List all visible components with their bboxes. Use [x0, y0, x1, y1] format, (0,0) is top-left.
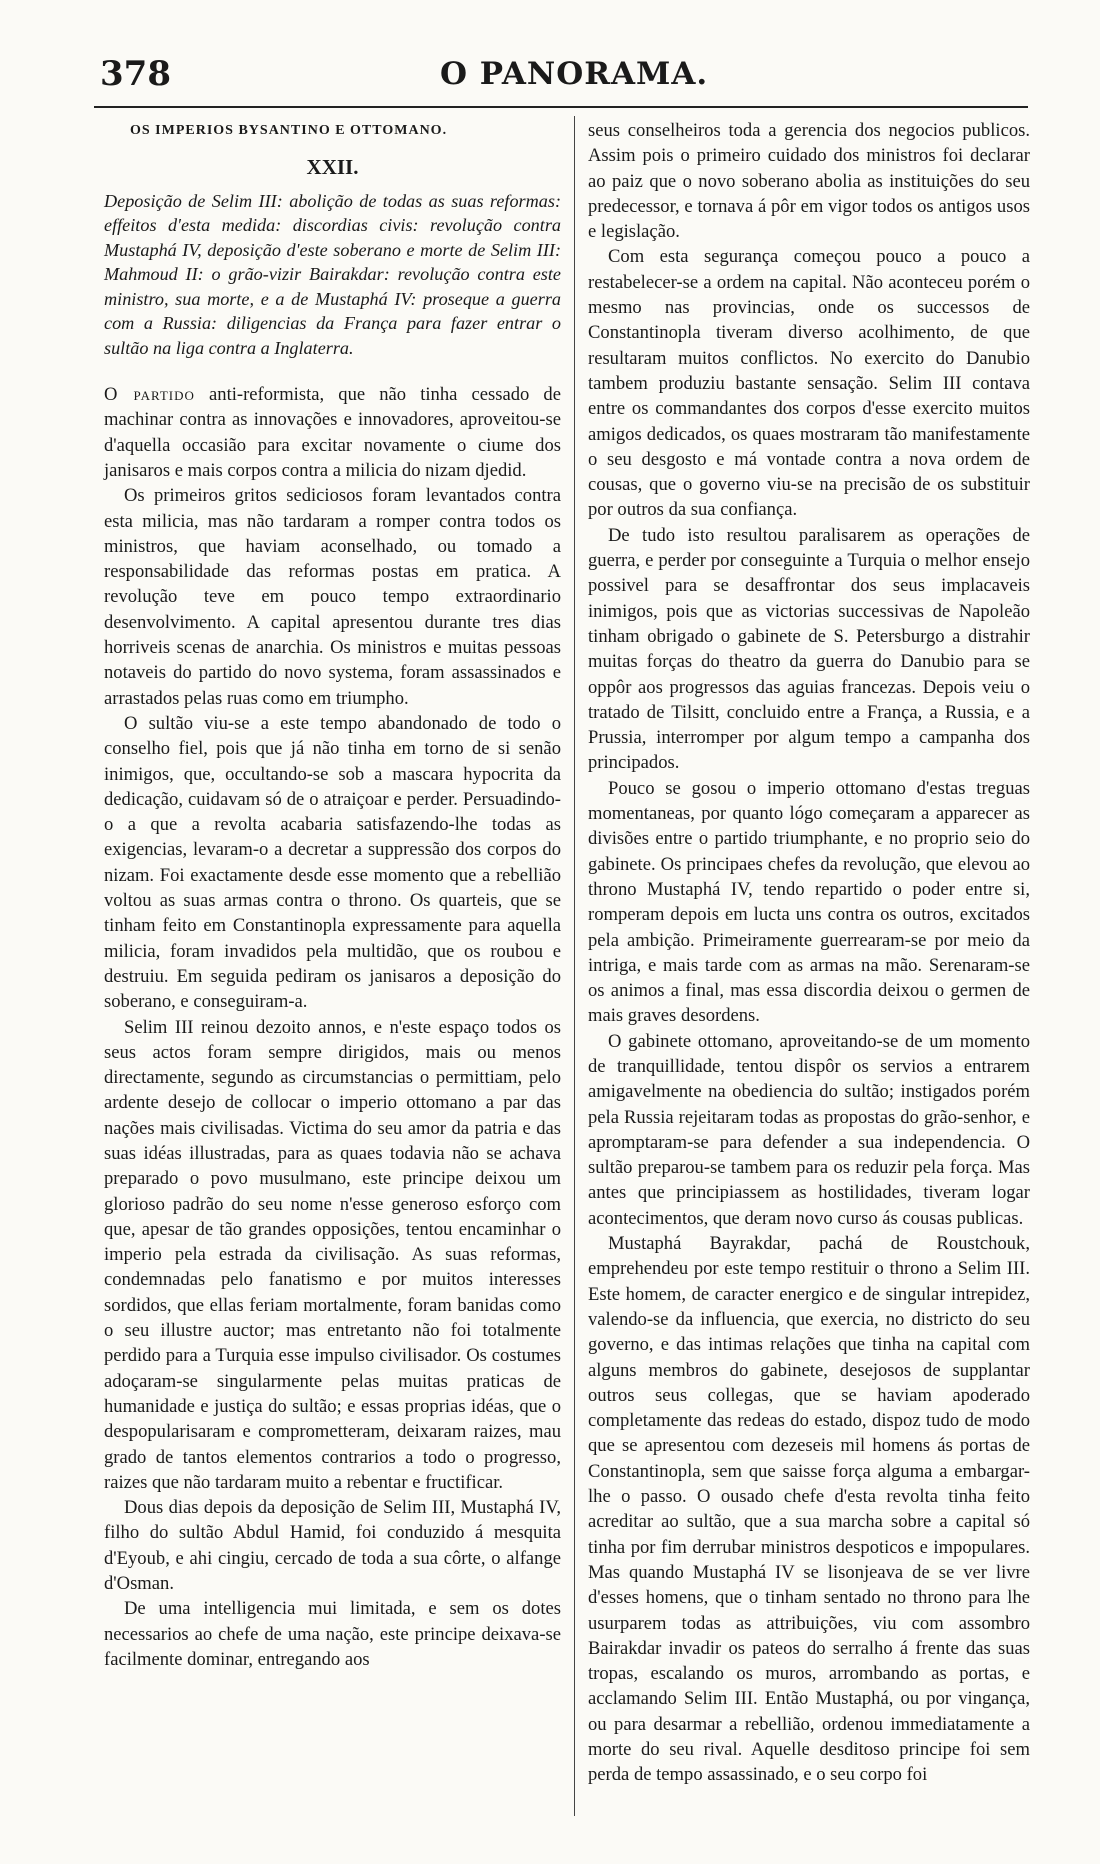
paragraph: Com esta segurança começou pouco a pouco a restabelecer-se a ordem na capital. Não aconteceu porém o mesmo nas provincias, onde os successos de Constantinopla tiveram diverso acolhimento, de que resultaram muitos conflictos. No exercito do Danubio tambem produziu bastante sensação. Selim III contava entre os commandantes dos corpos d'esse exercito muitos amigos dedicados, os quaes mostraram tão manifestamente o seu desgosto e má vontade contra a nova ordem de cousas, que o governo viu-se na precisão de os substituir por outros da sua confiança. [588, 246, 1030, 521]
chapter-summary: Deposição de Selim III: abolição de todas as suas reformas: effeitos d'esta medida: discordias civis: revolução contra Mustaphá IV, deposição d'este soberano e morte de Selim III: Mahmoud II: o grão-vizir Bairakdar: revolução contra este ministro, sua morte, e a de Mustaphá IV: proseque a guerra com a Russia: diligencias da França para fazer entrar o sultão na liga contra a Inglaterra. [104, 190, 561, 358]
paragraph: Pouco se gosou o imperio ottomano d'estas treguas momentaneas, por quanto lógo começaram a apparecer as divisões entre o partido triumphante, e no proprio seio do gabinete. Os principaes chefes da revolução, que elevou ao throno Mustaphá IV, tendo repartido o poder entre si, romperam depois em lucta uns contra os outros, excitados pela ambição. Primeiramente guerrearam-se por meio da intriga, e mais tarde com as armas na mão. Serenaram-se os animos a final, mas essa discordia deixou o germen de mais graves desordens. [588, 777, 1030, 1027]
paragraph: Selim III reinou dezoito annos, e n'este espaço todos os seus actos foram sempre dirigidos, mais ou menos directamente, segundo as circumstancias o permittiam, pelo ardente desejo de collocar o imperio ottomano a par das nações mais civilisadas. Victima do seu amor da patria e das suas idéas illustradas, para as quaes todavia não se achava preparado o povo musulmano, este principe deixou um glorioso padrão do seu nome n'esse generoso esforço com que, apesar de tão grandes opposições, tentou encaminhar o imperio pela estrada da civilisação. As suas reformas, condemnadas pelo fanatismo e por muitos interesses sordidos, que ellas feriam mortalmente, foram banidas como o seu illustre auctor; mas entretanto não foi totalmente perdido para a Turquia esse impulso civilisador. Os costumes adoçaram-se singularmente pelas muitas praticas de humanidade e justiça do sultão; e essas proprias idéas, que o despopularisaram e comprometteram, deixaram raizes, mau grado de tantos elementos contrarios a todo o progresso, raizes que não tardaram muito a rebentar e fructificar. [104, 1016, 561, 1493]
section-title: OS IMPERIOS BYSANTINO E OTTOMANO. [130, 123, 448, 138]
left-column [104, 118, 561, 1672]
column-divider [574, 116, 575, 1816]
paragraph-text: anti-reformista, que não tinha cessado de machinar contra as innovações e innovadores, aproveitou-se d'aquella occasião para excitar novamente o ciume dos janisaros e mais corpos contra a milicia do nizam djedid. [104, 384, 561, 481]
paragraph: De tudo isto resultou paralisarem as operações de guerra, e perder por conseguinte a Turquia o melhor ensejo possivel para se desaffrontar dos seus implacaveis inimigos, pois que as victorias successivas de Napoleão tinham obrigado o gabinete de S. Petersburgo a distrahir muitas forças do theatro da guerra do Danubio para se oppôr aos progressos das aguias francezas. Depois veiu o tratado de Tilsitt, concluido entre a França, a Russia, e a Prussia, interromper por algum tempo a campanha dos principados. [588, 524, 1030, 774]
chapter-number: XXII. [306, 155, 359, 180]
page-number: 378 [100, 54, 171, 94]
paragraph: Dous dias depois da deposição de Selim III, Mustaphá IV, filho do sultão Abdul Hamid, foi conduzido á mesquita d'Eyoub, e ahi cingiu, cercado de toda a sua côrte, o alfange d'Osman. [104, 1497, 561, 1595]
header-rule [94, 106, 1028, 108]
lead-smallcaps: O partido [104, 384, 195, 406]
right-column [588, 118, 1030, 1788]
paragraph: Mustaphá Bayrakdar, pachá de Roustchouk, emprehendeu por este tempo restituir o throno a Selim III. Este homem, de caracter energico e de singular intrepidez, valendo-se da influencia, que exercia, no districto do seu governo, e das intimas relações que tinha na capital com alguns membros do gabinete, desejosos de supplantar outros seus collegas, que se haviam apoderado completamente das redeas do estado, dispoz tudo de modo que se apresentou com dezeseis mil homens ás portas de Constantinopla, sem que saisse força alguma a embargar-lhe o passo. O ousado chefe d'esta revolta tinha feito acreditar ao sultão, que a sua marcha sobre a capital só tinha por fim derrubar ministros despoticos e impopulares. Mas quando Mustaphá IV se lisonjeava de se ver livre d'esses homens, que o tinham sentado no throno para lhe usurparem todas as attribuições, viu com assombro Bairakdar invadir os pateos do serralho á frente das suas tropas, escalando os muros, arrombando as portas, e acclamando Selim III. Então Mustaphá, ou por vingança, ou para desarmar a rebellião, ordenou immediatamente a morte do seu rival. Aquelle desditoso principe foi sem perda de tempo assassinado, e o seu corpo foi [588, 1233, 1030, 1786]
paragraph: Os primeiros gritos sediciosos foram levantados contra esta milicia, mas não tardaram a romper contra todos os ministros, que haviam aconselhado, ou tomado a responsabilidade das reformas postas em pratica. A revolução teve em pouco tempo extraordinario desenvolvimento. A capital apresentou durante tres dias horriveis scenas de anarchia. Os ministros e muitas pessoas notaveis do partido do novo systema, foram assassinados e arrastados pelas ruas como em triumpho. [104, 485, 561, 709]
paragraph [104, 382, 561, 483]
paragraph: O gabinete ottomano, aproveitando-se de um momento de tranquillidade, tentou dispôr os servios a entrarem amigavelmente na obediencia do sultão; instigados porém pela Russia rejeitaram todas as propostas do grão-senhor, e apromptaram-se para defender a sua independencia. O sultão preparou-se tambem para os reduzir pela força. Mas antes que principiassem as hostilidades, tiveram logar acontecimentos, que deram novo curso ás cousas publicas. [588, 1030, 1030, 1229]
journal-title: O PANORAMA. [440, 56, 709, 92]
paragraph: O sultão viu-se a este tempo abandonado de todo o conselho fiel, pois que já não tinha em torno de si senão inimigos, que, occultando-se sob a mascara hypocrita da dedicação, cuidavam só de o atraiçoar e perder. Persuadindo-o a que a revolta acabaria satisfazendo-lhe todas as exigencias, levaram-o a decretar a suppressão dos corpos do nizam. Foi exactamente desde esse momento que a rebellião voltou as suas armas contra o throno. Os quarteis, que se tinham feito em Constantinopla expressamente para aquella milicia, foram invadidos pela multidão, que os roubou e destruiu. Em seguida pediram os janisaros a deposição do soberano, e conseguiram-a. [104, 712, 561, 1013]
page-header [100, 54, 1030, 104]
paragraph: seus conselheiros toda a gerencia dos negocios publicos. Assim pois o primeiro cuidado dos ministros foi declarar ao paiz que o novo soberano abolia as instituições do seu predecessor, e tornava á pôr em vigor todos os antigos usos e legislação. [588, 120, 1030, 243]
paragraph: De uma intelligencia mui limitada, e sem os dotes necessarios ao chefe de uma nação, este principe deixava-se facilmente dominar, entregando aos [104, 1598, 561, 1670]
